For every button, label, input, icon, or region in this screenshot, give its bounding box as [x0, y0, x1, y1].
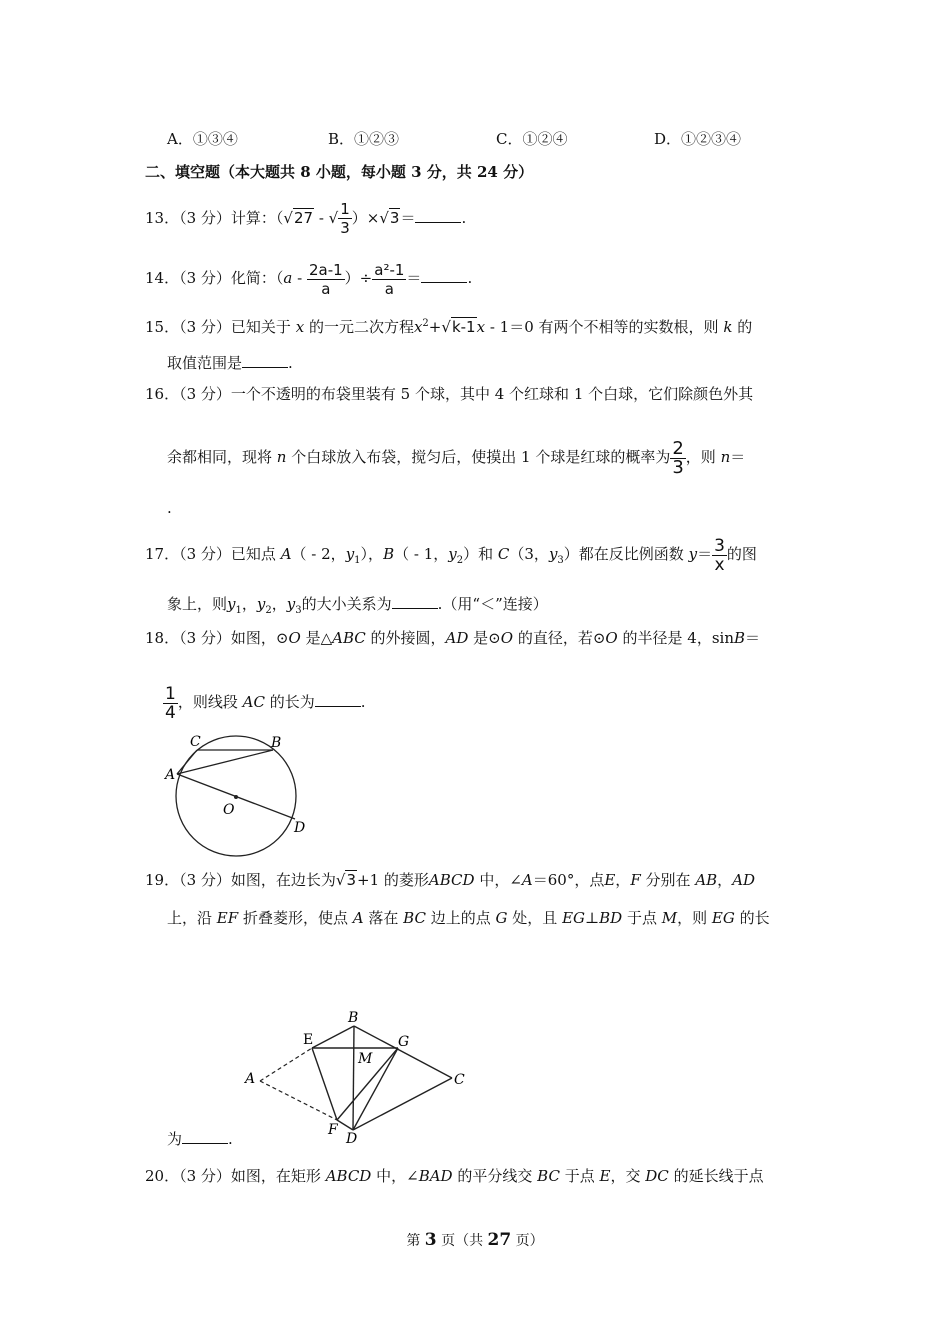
question-17-line2: 象上，则$y_1$，$y_2$，$y_3$的大小关系为 .（用“＜”连接） — [167, 595, 548, 616]
answer-blank — [392, 593, 438, 609]
label-a: A — [165, 767, 176, 783]
question-18-line2: $\frac{1}{4}$ ，则线段 AC 的长为 . — [165, 683, 366, 723]
label-m: M — [358, 1051, 373, 1067]
page-footer: 第 3 页（共 27 页） — [406, 1230, 544, 1250]
question-19-line3: 为 . — [167, 1130, 233, 1148]
question-20: 20．（3 分）如图，在矩形 ABCD 中，∠BAD 的平分线交 BC 于点 E，交 DC 的延长线于点 — [145, 1167, 764, 1185]
segment-fd — [337, 1120, 353, 1130]
label-b: B — [348, 1010, 359, 1026]
answer-blank — [315, 691, 361, 707]
segment-ef — [312, 1048, 337, 1120]
question-16-line3: . — [167, 499, 172, 517]
question-13: 13．（3 分）计算：（√27 - √ $\frac{1}{3}$ ）×√3＝ . — [145, 200, 467, 237]
question-15: 15．（3 分）已知关于 x 的一元二次方程$x^2+√k-1x - 1=0$ 有两个不相等的实数根，则 k 的 — [145, 318, 753, 336]
option-b: B．①②③ — [328, 130, 400, 148]
question-14: 14．（3 分）化简：（a - $\frac{2a-1}{a}$ ）÷ $\frac{\text{a²-1}}{a}$ ＝ . — [145, 260, 473, 298]
question-17: 17．（3 分）已知点 A（ - 2，$y_1$），B（ - 1，$y_2$）和 C（3，$y_3$）都在反比例函数 y＝ $\frac{3}{x}$ 的图 — [145, 535, 757, 575]
question-18: 18．（3 分）如图，⊙O 是△ABC 的外接圆，AD 是⊙O 的直径，若⊙O 的半径是 4，sinB＝ — [145, 629, 761, 647]
label-g: G — [398, 1034, 410, 1050]
label-f: F — [328, 1122, 338, 1138]
label-d: D — [346, 1131, 358, 1147]
label-e: E — [303, 1032, 314, 1048]
question-15-line2: 取值范围是 . — [167, 354, 293, 372]
segment-ab — [177, 750, 273, 774]
label-d: D — [294, 820, 306, 836]
label-o: O — [223, 802, 235, 818]
label-c: C — [190, 734, 201, 750]
segment-eb — [312, 1026, 354, 1048]
answer-blank — [182, 1128, 228, 1144]
label-c: C — [454, 1072, 465, 1088]
question-16: 16．（3 分）一个不透明的布袋里装有 5 个球，其中 4 个红球和 1 个白球，它们除颜色外其 — [145, 385, 754, 403]
q19-rhombus-figure — [240, 1008, 475, 1148]
answer-blank — [415, 207, 461, 223]
section-title: 二、填空题（本大题共 8 小题，每小题 3 分，共 24 分） — [145, 163, 534, 181]
option-d: D．①②③④ — [654, 130, 742, 148]
label-b: B — [271, 735, 282, 751]
question-19-line2: 上，沿 EF 折叠菱形，使点 A 落在 BC 边上的点 G 处，且 EG⊥BD 于点 M，则 EG 的长 — [167, 909, 770, 927]
answer-blank — [242, 352, 288, 368]
q18-circle-figure — [160, 728, 320, 864]
option-c: C．①②④ — [496, 130, 568, 148]
segment-bd — [353, 1026, 354, 1130]
center-dot — [234, 795, 238, 799]
answer-blank — [421, 267, 467, 283]
question-16-line2: 余都相同，现将 n 个白球放入布袋，搅匀后，使摸出 1 个球是红球的概率为 $\frac{2}{3}$ ，则 n＝ — [167, 437, 746, 478]
option-a: A．①③④ — [167, 130, 238, 148]
question-19: 19．（3 分）如图，在边长为√3+1 的菱形ABCD 中，∠A＝60°，点E，F 分别在 AB，AD — [145, 871, 756, 889]
segment-ae-dashed — [260, 1048, 312, 1081]
label-a: A — [245, 1071, 256, 1087]
